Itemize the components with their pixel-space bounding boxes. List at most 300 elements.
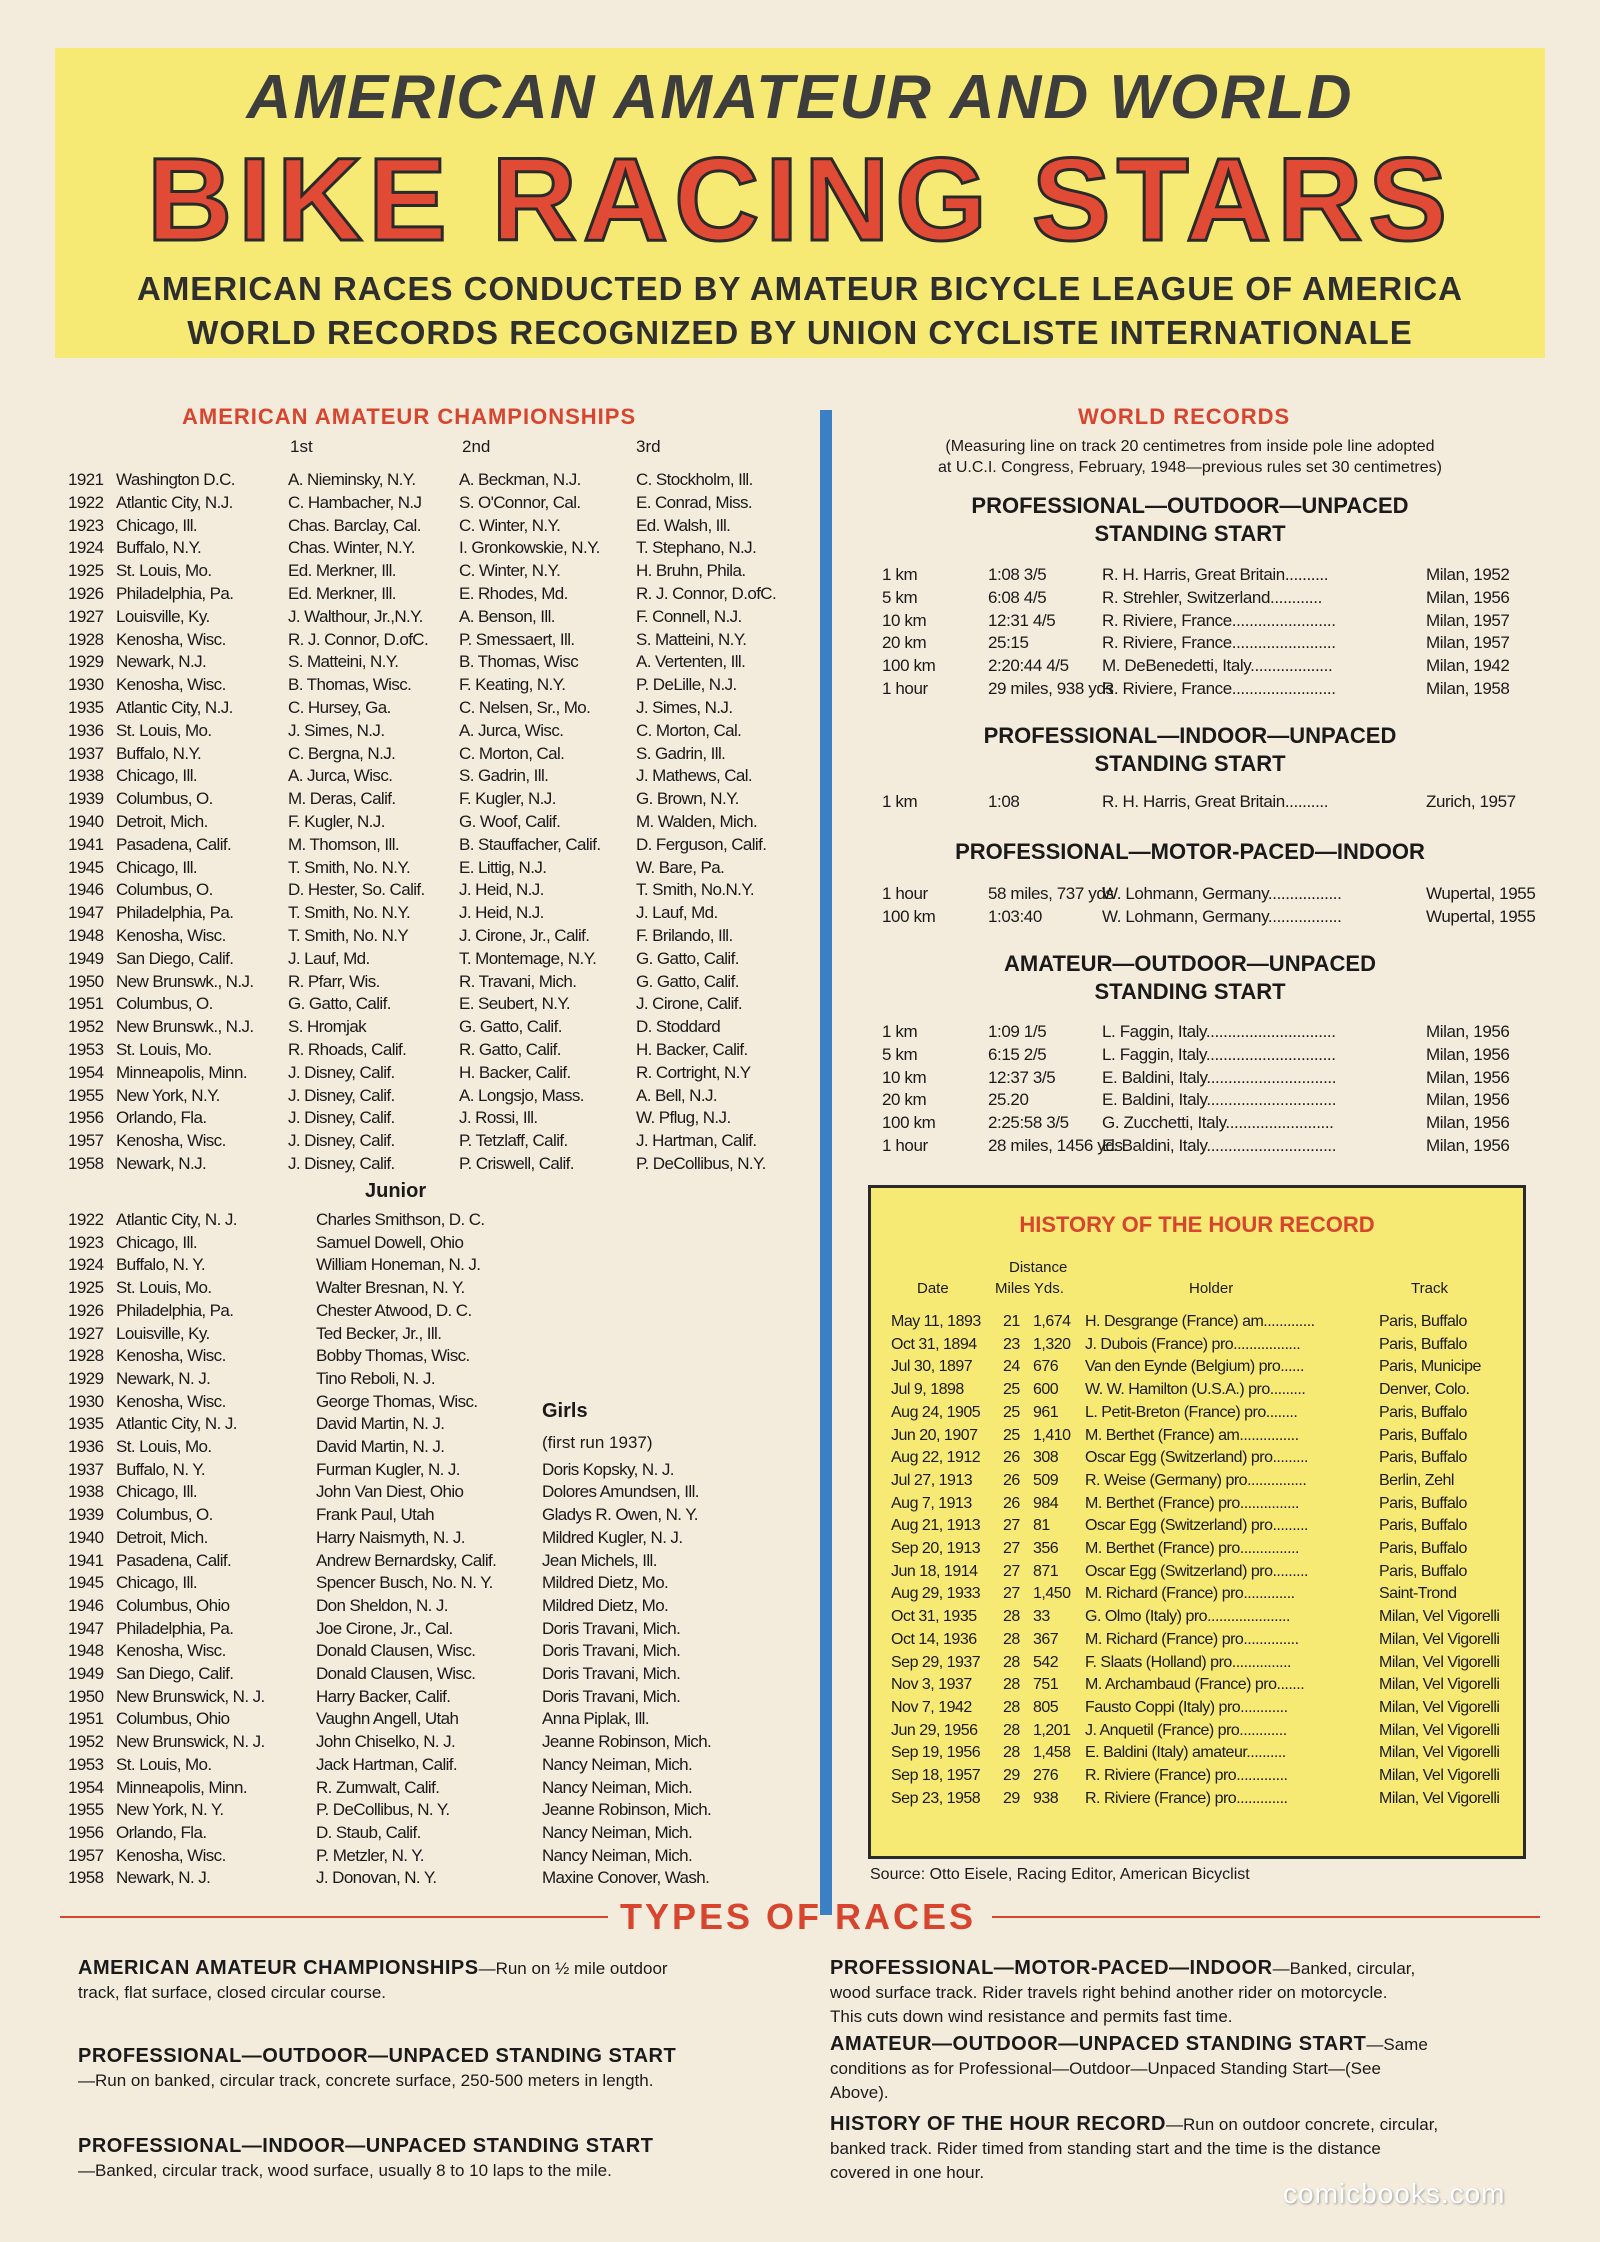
championship-row [68,516,808,538]
first-place-cell: S. Matteini, N.Y. [288,652,399,672]
world-record-row [870,588,1520,610]
winner-cell: Frank Paul, Utah [316,1505,434,1525]
miles-cell: 28 [1003,1721,1020,1739]
hour-record-title: HISTORY OF THE HOUR RECORD [1019,1212,1375,1237]
year-cell: 1941 [68,1550,104,1570]
hour-record-row [891,1563,1521,1585]
third-place-cell: J. Hartman, Calif. [636,1131,757,1151]
third-place-cell: H. Bruhn, Phila. [636,561,746,581]
track-cell: Milan, Vel Vigorelli [1379,1676,1500,1694]
race-type-heading: AMERICAN AMATEUR CHAMPIONSHIPS [78,1957,479,1979]
world-record-row [870,1113,1520,1135]
third-place-cell: C. Stockholm, Ill. [636,470,753,489]
girls-row [542,1732,782,1754]
race-type-dash: — [478,1959,496,1978]
city-cell: Atlantic City, N. J. [116,1210,237,1229]
world-record-row [870,1022,1520,1044]
winner-cell: Charles Smithson, D. C. [316,1210,485,1229]
race-type-line-1 [830,1956,1530,1981]
second-place-cell: J. Cirone, Jr., Calif. [459,926,590,945]
girls-winner-cell: Nancy Neiman, Mich. [542,1845,693,1865]
third-place-cell: P. DeCollibus, N.Y. [636,1154,766,1173]
race-type-text: —Run on banked, circular track, concrete surface, 250-500 meters in length. [78,2071,654,2090]
year-cell: 1930 [68,675,104,695]
winner-cell: Samuel Dowell, Ohio [316,1232,464,1252]
first-place-cell: C. Bergna, N.J. [288,743,396,763]
year-cell: 1940 [68,1527,104,1547]
year-cell: 1955 [68,1800,104,1820]
holder-cell: G. Zucchetti, Italy......................... [1102,1113,1334,1133]
venue-cell: Milan, 1942 [1426,656,1510,676]
year-cell: 1938 [68,1482,104,1502]
hour-record-row [891,1495,1521,1517]
winner-cell: R. Zumwalt, Calif. [316,1777,440,1797]
race-type-line-1 [78,1956,828,1981]
second-place-cell: A. Longsjo, Mass. [459,1085,584,1105]
junior-row [68,1619,538,1641]
first-place-cell: J. Simes, N.J. [288,720,385,740]
city-cell: Pasadena, Calif. [116,1550,232,1570]
city-cell: Atlantic City, N.J. [116,492,233,512]
race-type-line-1 [830,2032,1530,2057]
track-cell: Paris, Buffalo [1379,1540,1467,1557]
yards-cell: 805 [1033,1698,1059,1716]
year-cell: 1956 [68,1822,104,1842]
championship-row [68,926,808,948]
third-place-cell: G. Brown, N.Y. [636,789,739,809]
third-place-cell: C. Morton, Cal. [636,720,742,740]
holder-cell: Fausto Coppi (Italy) pro............ [1085,1698,1288,1716]
date-cell: Jul 9, 1898 [891,1381,964,1399]
race-type-text: track, flat surface, closed circular course. [78,1983,387,2002]
hour-record-row [891,1608,1521,1630]
year-cell: 1937 [68,1459,104,1479]
winner-cell: William Honeman, N. J. [316,1255,481,1275]
third-place-cell: A. Bell, N.J. [636,1085,718,1105]
track-cell: Berlin, Zehl [1379,1471,1454,1489]
junior-row [68,1823,538,1845]
girls-winner-cell: Doris Travani, Mich. [542,1618,681,1638]
time-cell: 25:15 [988,633,1029,653]
championship-row [68,812,808,834]
city-cell: New Brunswick, N. J. [116,1732,265,1752]
holder-cell: M. Richard (France) pro.............. [1085,1630,1299,1648]
girls-winner-cell: Mildred Dietz, Mo. [542,1595,669,1615]
year-cell: 1958 [68,1868,104,1888]
winner-cell: Furman Kugler, N. J. [316,1459,460,1479]
date-cell: Aug 29, 1933 [891,1585,981,1603]
distance-cell: 100 km [882,656,936,676]
date-cell: May 11, 1893 [891,1313,981,1330]
city-cell: Buffalo, N. Y. [116,1255,205,1275]
date-cell: Jul 27, 1913 [891,1471,973,1489]
second-place-cell: P. Tetzlaff, Calif. [459,1131,568,1151]
championship-row [68,835,808,857]
girls-row [542,1596,782,1618]
girls-row [542,1460,782,1482]
track-cell: Milan, Vel Vigorelli [1379,1653,1500,1671]
junior-row [68,1755,538,1777]
track-cell: Milan, Vel Vigorelli [1379,1630,1500,1648]
race-type-text: banked track. Rider timed from standing start and the time is the distance [830,2139,1381,2158]
city-cell: Detroit, Mich. [116,1527,208,1547]
city-cell: Detroit, Mich. [116,812,208,831]
championship-row [68,538,808,560]
hour-record-row [891,1676,1521,1698]
city-cell: Philadelphia, Pa. [116,903,234,923]
year-cell: 1945 [68,1573,104,1593]
distance-cell: 100 km [882,1113,936,1133]
world-note-line-2: at U.C.I. Congress, February, 1948—previous rules set 30 centimetres) [938,459,1442,476]
race-type-text: Run on ½ mile outdoor [495,1959,668,1978]
holder-cell: M. DeBenedetti, Italy................... [1102,656,1333,676]
championship-row [68,789,808,811]
third-place-cell: M. Walden, Mich. [636,812,758,831]
second-place-cell: S. O'Connor, Cal. [459,492,581,512]
hour-record-row [891,1585,1521,1607]
city-cell: New Brunswk., N.J. [116,1017,254,1037]
yards-cell: 1,674 [1033,1313,1071,1330]
second-place-cell: I. Gronkowskie, N.Y. [459,538,600,558]
holder-cell: R. Strehler, Switzerland............ [1102,587,1322,607]
junior-row [68,1778,538,1800]
first-place-cell: J. Disney, Calif. [288,1085,395,1105]
third-place-cell: F. Connell, N.J. [636,606,742,626]
city-cell: Pasadena, Calif. [116,834,232,854]
city-cell: Newark, N. J. [116,1368,211,1388]
girls-row [542,1482,782,1504]
race-type-dash: — [1272,1959,1290,1978]
junior-row [68,1392,538,1414]
winner-cell: Harry Backer, Calif. [316,1686,451,1706]
world-record-row [870,633,1520,655]
year-cell: 1930 [68,1391,104,1411]
holder-cell: R. Riviere, France........................ [1102,610,1336,630]
time-cell: 25.20 [988,1090,1029,1110]
championship-row [68,584,808,606]
year-cell: 1950 [68,971,104,991]
world-record-row [870,1045,1520,1067]
distance-cell: 1 hour [882,679,928,698]
year-cell: 1957 [68,1845,104,1865]
year-cell: 1948 [68,1641,104,1661]
city-cell: Atlantic City, N. J. [116,1414,237,1434]
date-cell: Sep 20, 1913 [891,1540,981,1557]
girls-row [542,1687,782,1709]
second-place-cell: A. Jurca, Wisc. [459,720,564,740]
time-cell: 2:25:58 3/5 [988,1113,1069,1133]
championship-row [68,630,808,652]
time-cell: 6:08 4/5 [988,587,1047,607]
winner-cell: Walter Bresnan, N. Y. [316,1278,465,1298]
hour-record-row [891,1472,1521,1494]
year-cell: 1936 [68,720,104,740]
championship-row [68,652,808,674]
track-cell: Paris, Buffalo [1379,1313,1467,1330]
year-cell: 1936 [68,1437,104,1456]
world-record-row [870,1068,1520,1090]
third-place-cell: G. Gatto, Calif. [636,971,739,991]
girls-winner-cell: Doris Travani, Mich. [542,1664,681,1683]
junior-row [68,1278,538,1300]
year-cell: 1947 [68,903,104,923]
first-place-cell: J. Disney, Calif. [288,1108,395,1128]
junior-row [68,1255,538,1277]
world-note-line-1: (Measuring line on track 20 centimetres from inside pole line adopted [945,438,1435,455]
venue-cell: Milan, 1952 [1426,565,1510,584]
city-cell: St. Louis, Mo. [116,1040,212,1059]
year-cell: 1958 [68,1154,104,1173]
junior-row [68,1482,538,1504]
time-cell: 1:08 3/5 [988,565,1047,584]
track-cell: Milan, Vel Vigorelli [1379,1698,1500,1716]
city-cell: Columbus, O. [116,994,213,1014]
yards-cell: 1,410 [1033,1426,1071,1444]
miles-cell: 28 [1003,1744,1020,1762]
distance-cell: 1 hour [882,884,928,903]
venue-cell: Milan, 1956 [1426,1113,1510,1133]
championship-row [68,1063,808,1085]
first-place-cell: A. Jurca, Wisc. [288,766,393,786]
track-cell: Paris, Buffalo [1379,1562,1467,1580]
banner-line-4: WORLD RECORDS RECOGNIZED BY UNION CYCLISTE INTERNATIONALE [187,314,1413,351]
winner-cell: John Van Diest, Ohio [316,1482,464,1502]
holder-cell: R. Riviere, France........................ [1102,679,1336,698]
junior-row [68,1596,538,1618]
hour-record-row [891,1517,1521,1539]
race-type-text: Same [1383,2035,1428,2054]
race-type-line-1 [78,2134,798,2159]
girls-row [542,1551,782,1573]
city-cell: Kenosha, Wisc. [116,1346,226,1366]
track-cell: Milan, Vel Vigorelli [1379,1608,1500,1626]
distance-cell: 10 km [882,610,927,630]
distance-cell: 5 km [882,587,918,607]
venue-cell: Milan, 1957 [1426,610,1510,630]
year-cell: 1939 [68,1505,104,1525]
first-place-cell: A. Nieminsky, N.Y. [288,470,416,489]
date-cell: Aug 24, 1905 [891,1403,981,1421]
time-cell: 2:20:44 4/5 [988,656,1069,676]
world-group-heading: AMATEUR—OUTDOOR—UNPACED [1004,951,1376,976]
winner-cell: P. DeCollibus, N. Y. [316,1800,450,1820]
world-record-row [870,679,1520,701]
race-type-heading: PROFESSIONAL—INDOOR—UNPACED STANDING START [78,2135,654,2157]
junior-row [68,1687,538,1709]
girls-winner-cell: Jeanne Robinson, Mich. [542,1732,712,1752]
yards-cell: 276 [1033,1767,1059,1784]
first-place-cell: B. Thomas, Wisc. [288,675,412,695]
date-cell: Oct 31, 1894 [891,1335,977,1353]
year-cell: 1953 [68,1040,104,1059]
championship-row [68,721,808,743]
winner-cell: Joe Cirone, Jr., Cal. [316,1618,453,1638]
city-cell: St. Louis, Mo. [116,1437,212,1456]
city-cell: Columbus, Ohio [116,1709,230,1729]
year-cell: 1941 [68,834,104,854]
holder-cell: L. Faggin, Italy.............................. [1102,1044,1336,1064]
holder-cell: M. Richard (France) pro............. [1085,1585,1295,1603]
hour-record-row [891,1722,1521,1744]
first-place-cell: J. Disney, Calif. [288,1131,395,1151]
city-cell: New York, N. Y. [116,1800,224,1820]
yards-cell: 356 [1033,1540,1059,1557]
world-group-heading: PROFESSIONAL—OUTDOOR—UNPACED [971,493,1409,518]
yards-cell: 600 [1033,1381,1059,1399]
third-place-cell: J. Mathews, Cal. [636,766,753,786]
winner-cell: Bobby Thomas, Wisc. [316,1346,470,1366]
race-type-text: Banked, circular, [1289,1959,1416,1978]
time-cell: 29 miles, 938 yds [988,679,1114,698]
city-cell: New Brunswick, N. J. [116,1686,265,1706]
types-title: TYPES OF RACES [620,1896,977,1937]
junior-row [68,1437,538,1459]
race-type-dash: — [1166,2115,1183,2134]
junior-row [68,1233,538,1255]
city-cell: Kenosha, Wisc. [116,1641,226,1661]
track-cell: Paris, Buffalo [1379,1494,1467,1512]
world-record-row [870,906,1536,929]
time-cell: 1:09 1/5 [988,1022,1047,1041]
girls-winner-cell: Doris Kopsky, N. J. [542,1459,674,1479]
girls-winner-cell: Mildred Kugler, N. J. [542,1527,683,1547]
time-cell: 12:31 4/5 [988,610,1056,630]
third-place-cell: J. Simes, N.J. [636,698,733,717]
city-cell: Columbus, O. [116,789,213,809]
championship-row [68,858,808,880]
hour-record-row [891,1404,1521,1426]
race-type-description [830,1956,1530,2029]
miles-cell: 25 [1003,1403,1020,1421]
winner-cell: P. Metzler, N. Y. [316,1845,424,1865]
venue-cell: Milan, 1956 [1426,587,1510,607]
first-place-cell: Chas. Winter, N.Y. [288,538,415,558]
second-place-cell: P. Smessaert, Ill. [459,629,575,649]
holder-cell: M. Berthet (France) pro............... [1085,1494,1299,1512]
first-place-cell: F. Kugler, N.J. [288,812,385,831]
championship-row [68,1131,808,1153]
miles-cell: 26 [1003,1471,1020,1489]
race-type-heading: PROFESSIONAL—MOTOR-PACED—INDOOR [830,1957,1273,1979]
third-place-cell: J. Cirone, Calif. [636,994,743,1014]
first-place-cell: C. Hambacher, N.J [288,492,422,512]
city-cell: Chicago, Ill. [116,1232,198,1252]
year-cell: 1935 [68,1414,104,1434]
hour-record-row [891,1313,1521,1335]
city-cell: Kenosha, Wisc. [116,1845,226,1865]
first-place-cell: D. Hester, So. Calif. [288,880,425,900]
second-place-cell: G. Gatto, Calif. [459,1017,562,1037]
track-cell: Saint-Trond [1379,1585,1457,1603]
race-type-line-1 [78,2044,798,2069]
time-cell: 28 miles, 1456 yds [988,1136,1123,1155]
miles-cell: 28 [1003,1676,1020,1694]
track-cell: Milan, Vel Vigorelli [1379,1767,1500,1784]
year-cell: 1949 [68,1664,104,1683]
first-place-cell: J. Walthour, Jr.,N.Y. [288,606,423,626]
venue-cell: Wupertal, 1955 [1426,906,1536,926]
yards-cell: 542 [1033,1653,1059,1671]
championship-row [68,903,808,925]
yards-cell: 984 [1033,1494,1059,1512]
yards-cell: 308 [1033,1449,1059,1467]
second-place-cell: R. Travani, Mich. [459,971,577,991]
second-place-cell: H. Backer, Calif. [459,1062,571,1082]
yards-cell: 676 [1033,1358,1059,1376]
first-place-cell: M. Thomson, Ill. [288,834,400,854]
venue-cell: Milan, 1956 [1426,1044,1510,1064]
year-cell: 1926 [68,1300,104,1320]
city-cell: Louisville, Ky. [116,606,210,626]
holder-cell: Van den Eynde (Belgium) pro...... [1085,1358,1304,1376]
track-cell: Milan, Vel Vigorelli [1379,1744,1500,1762]
hour-hdr-distance: Distance [1009,1259,1068,1276]
girls-winner-cell: Gladys R. Owen, N. Y. [542,1505,698,1525]
holder-cell: M. Berthet (France) pro............... [1085,1540,1299,1557]
third-place-cell: E. Conrad, Miss. [636,492,753,512]
miles-cell: 29 [1003,1789,1020,1807]
track-cell: Paris, Municipe [1379,1358,1481,1376]
holder-cell: J. Anquetil (France) pro............ [1085,1721,1287,1739]
city-cell: Chicago, Ill. [116,1573,198,1593]
city-cell: St. Louis, Mo. [116,1754,212,1774]
winner-cell: David Martin, N. J. [316,1437,445,1456]
year-cell: 1937 [68,743,104,763]
city-cell: Orlando, Fla. [116,1108,207,1128]
winner-cell: John Chiselko, N. J. [316,1732,456,1752]
girls-winner-cell: Doris Travani, Mich. [542,1641,681,1661]
girls-winner-cell: Nancy Neiman, Mich. [542,1754,693,1774]
holder-cell: L. Petit-Breton (France) pro........ [1085,1403,1298,1421]
miles-cell: 28 [1003,1653,1020,1671]
city-cell: Atlantic City, N.J. [116,698,233,717]
city-cell: Philadelphia, Pa. [116,1300,234,1320]
hour-record-row [891,1744,1521,1766]
yards-cell: 509 [1033,1471,1059,1489]
first-place-cell: M. Deras, Calif. [288,789,396,809]
girls-winner-cell: Anna Piplak, Ill. [542,1709,649,1729]
holder-cell: W. Lohmann, Germany................. [1102,884,1342,903]
miles-cell: 27 [1003,1540,1020,1557]
city-cell: Chicago, Ill. [116,1482,198,1502]
year-cell: 1926 [68,584,104,603]
world-record-row [870,565,1520,587]
winner-cell: George Thomas, Wisc. [316,1391,478,1411]
year-cell: 1945 [68,857,104,877]
girls-row [542,1664,782,1686]
junior-row [68,1301,538,1323]
junior-row [68,1551,538,1573]
winner-cell: Andrew Bernardsky, Calif. [316,1550,497,1570]
year-cell: 1927 [68,1323,104,1343]
championship-row [68,880,808,902]
miles-cell: 27 [1003,1517,1020,1535]
race-type-text: wood surface track. Rider travels right behind another rider on motorcycle. [830,1983,1388,2002]
hour-record-row [891,1427,1521,1449]
second-place-cell: E. Seubert, N.Y. [459,994,571,1014]
winner-cell: D. Staub, Calif. [316,1822,421,1842]
venue-cell: Wupertal, 1955 [1426,884,1536,903]
city-cell: Columbus, O. [116,1505,213,1525]
track-cell: Paris, Buffalo [1379,1335,1467,1353]
second-place-cell: A. Beckman, N.J. [459,470,581,489]
miles-cell: 25 [1003,1426,1020,1444]
holder-cell: W. Lohmann, Germany................. [1102,906,1342,926]
banner-line-3: AMERICAN RACES CONDUCTED BY AMATEUR BICYCLE LEAGUE OF AMERICA [136,270,1464,307]
championship-row [68,1040,808,1062]
second-place-cell: F. Kugler, N.J. [459,789,556,809]
second-place-cell: G. Woof, Calif. [459,812,561,831]
